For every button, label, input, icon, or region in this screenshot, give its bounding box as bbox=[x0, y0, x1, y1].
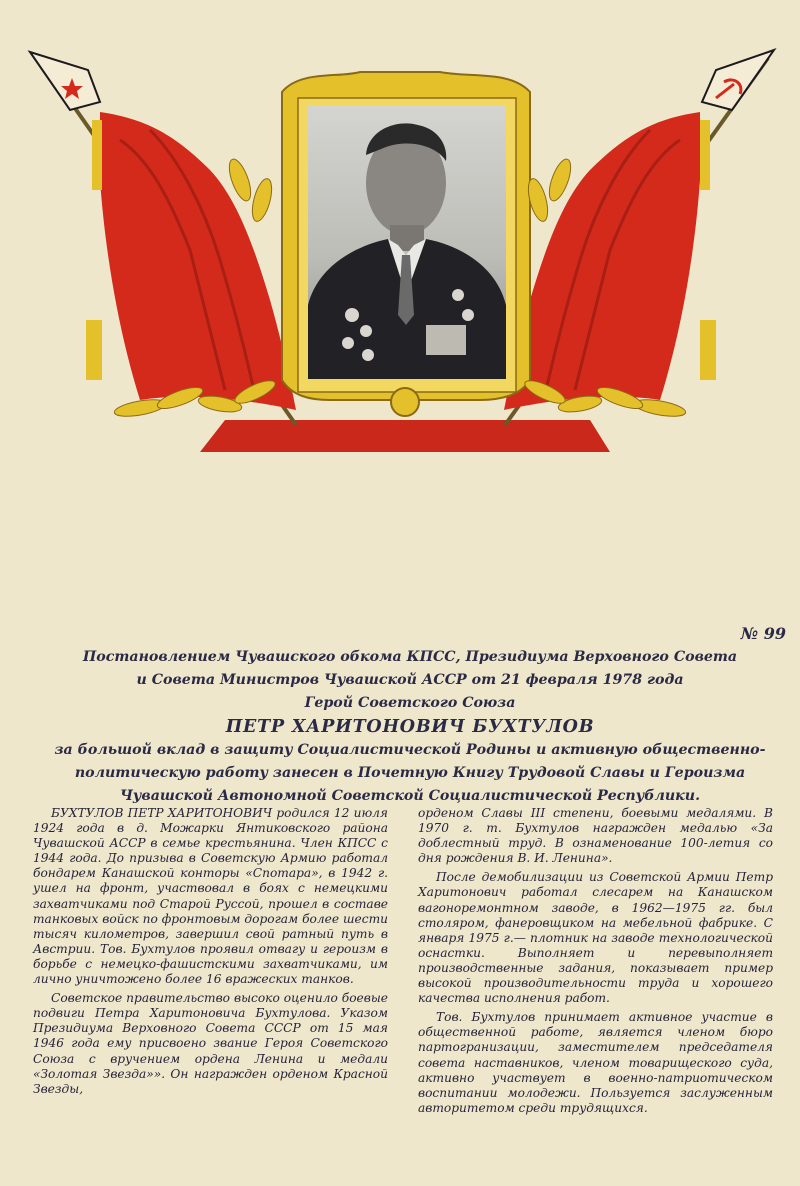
decree-heading bbox=[40, 646, 780, 808]
heading-line-1: Постановлением Чувашского обкома КПСС, Президиума Верховного Совета bbox=[82, 649, 738, 665]
tassel bbox=[92, 120, 102, 190]
biography-paragraph: орденом Славы III степени, боевыми медалями. В 1970 г. т. Бухтулов награжден медалью «За доблестный труд. В ознаменование 100-летия со дня рождения В. И. Ленина». bbox=[418, 806, 773, 866]
hero-name: ПЕТР ХАРИТОНОВИЧ БУХТУЛОВ bbox=[225, 717, 595, 737]
entry-number: № 99 bbox=[740, 624, 786, 643]
portrait-figure bbox=[308, 105, 506, 379]
right-flag bbox=[504, 50, 774, 425]
red-ribbon bbox=[200, 420, 610, 452]
reason-line-3: Чувашской Автономной Советской Социалистической Республики. bbox=[119, 788, 701, 804]
left-spearhead bbox=[30, 52, 100, 110]
biography-paragraph: Тов. Бухтулов принимает активное участие в общественной работе, является членом бюро партогранизации, заместителем председателя совета наставников, членом товарищеского суда, активно участвует в военно-патриотическом воспитании молодежи. Пользуется заслуженным авторитетом среди трудящихся. bbox=[418, 1010, 773, 1115]
left-flag bbox=[30, 52, 296, 425]
right-spearhead bbox=[702, 50, 774, 110]
heading-line-2: и Совета Министров Чувашской АССР от 21 февраля 1978 года bbox=[136, 672, 684, 688]
portrait-photo bbox=[308, 105, 506, 379]
frame-ornament bbox=[391, 388, 419, 416]
biography-right-column bbox=[418, 806, 773, 1120]
biography-paragraph: Советское правительство высоко оценило боевые подвиги Петра Харитоновича Бухтулова. Указом Президиума Верховного Совета СССР от 15 мая 1946 года ему присвоено звание Героя Советского Союза с вручением ордена Ленина и медали «Золотая Звезда»». Он награжден орденом Красной Звезды, bbox=[33, 991, 388, 1096]
reason-line-2: политическую работу занесен в Почетную Книгу Трудовой Славы и Героизма bbox=[74, 765, 746, 781]
heading-line-3: Герой Советского Союза bbox=[304, 695, 516, 711]
biography-left-column bbox=[33, 806, 388, 1101]
reason-line-1: за большой вклад в защиту Социалистической Родины и активную общественно- bbox=[54, 742, 766, 758]
biography-paragraph: БУХТУЛОВ ПЕТР ХАРИТОНОВИЧ родился 12 июля 1924 года в д. Можарки Янтиковского района Чувашской АССР в семье крестьянина. Член КПСС с 1944 года. До призыва в Советскую Армию работал бондарем Канашской конторы «Спотара», в 1942 г. ушел на фронт, участвовал в боях с немецкими захватчиками под Старой Руссой, прошел в составе танковых войск по фронтовым дорогам более шести тысяч километров, завершил свой ратный путь в Австрии. Тов. Бухтулов проявил отвагу и героизм в борьбе с немецко-фашистскими захватчиками, им лично уничтожено более 16 вражеских танков. bbox=[33, 806, 388, 987]
biography-paragraph: После демобилизации из Советской Армии Петр Харитонович работал слесарем на Канашском вагоноремонтном заводе, в 1962—1975 гг. был столяром, фанеровщиком на мебельной фабрике. С января 1975 г.— плотник на заводе технологической оснастки. Выполняет и перевыполняет производственные задания, показывает пример высокой производительности труда и хорошего качества исполнения работ. bbox=[418, 870, 773, 1006]
